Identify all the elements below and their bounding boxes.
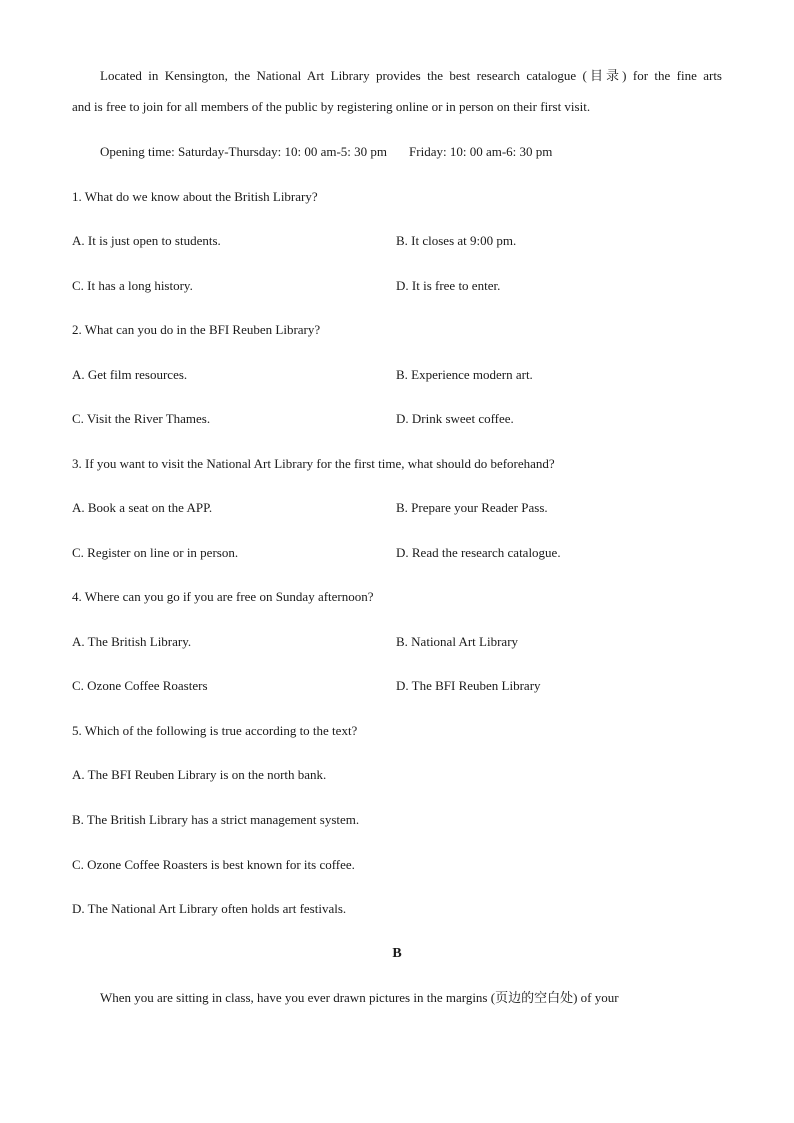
question-1-option-b: B. It closes at 9:00 pm. (396, 233, 517, 248)
question-5-option-c: C. Ozone Coffee Roasters is best known for its coffee. (72, 857, 355, 872)
question-1-option-d: D. It is free to enter. (396, 278, 501, 293)
question-4-option-c: C. Ozone Coffee Roasters (72, 678, 208, 693)
question-4-option-a: A. The British Library. (72, 634, 192, 649)
question-3-option-d: D. Read the research catalogue. (396, 545, 561, 560)
opening-time-line (100, 144, 552, 160)
question-5-stem: 5. Which of the following is true according to the text? (72, 723, 358, 738)
question-2-option-c: C. Visit the River Thames. (72, 411, 211, 426)
question-3-option-b: B. Prepare your Reader Pass. (396, 500, 548, 515)
question-4-option-b: B. National Art Library (396, 634, 519, 649)
opening-time-friday: Friday: 10: 00 am-6: 30 pm (409, 144, 553, 159)
question-4-stem: 4. Where can you go if you are free on Sunday afternoon? (72, 589, 374, 604)
question-3-option-c: C. Register on line or in person. (72, 545, 239, 560)
question-5-option-d: D. The National Art Library often holds art festivals. (72, 901, 347, 916)
question-1-stem: 1. What do we know about the British Library? (72, 189, 318, 204)
question-2-option-b: B. Experience modern art. (396, 367, 533, 382)
question-3-stem: 3. If you want to visit the National Art Library for the first time, what should do beforehand? (72, 456, 555, 471)
section-b-first-line: When you are sitting in class, have you ever drawn pictures in the margins (页边的空白处) of your (100, 990, 619, 1005)
question-4-option-d: D. The BFI Reuben Library (396, 678, 541, 693)
intro-paragraph-line-2: and is free to join for all members of the public by registering online or in person on their first visit. (72, 99, 591, 114)
opening-time-weekday: Opening time: Saturday-Thursday: 10: 00 am-5: 30 pm (100, 144, 388, 159)
section-b-heading: B (392, 946, 402, 961)
question-3-option-a: A. Book a seat on the APP. (72, 500, 213, 515)
question-5-option-b: B. The British Library has a strict management system. (72, 812, 360, 827)
question-1-option-a: A. It is just open to students. (72, 233, 221, 248)
question-5-option-a: A. The BFI Reuben Library is on the north bank. (72, 767, 327, 782)
question-2-option-a: A. Get film resources. (72, 367, 188, 382)
question-1-option-c: C. It has a long history. (72, 278, 193, 293)
question-2-option-d: D. Drink sweet coffee. (396, 411, 514, 426)
question-2-stem: 2. What can you do in the BFI Reuben Library? (72, 322, 321, 337)
intro-paragraph-line-1: Located in Kensington, the National Art Library provides the best research catalogue (目录) for the fine arts (100, 68, 722, 83)
